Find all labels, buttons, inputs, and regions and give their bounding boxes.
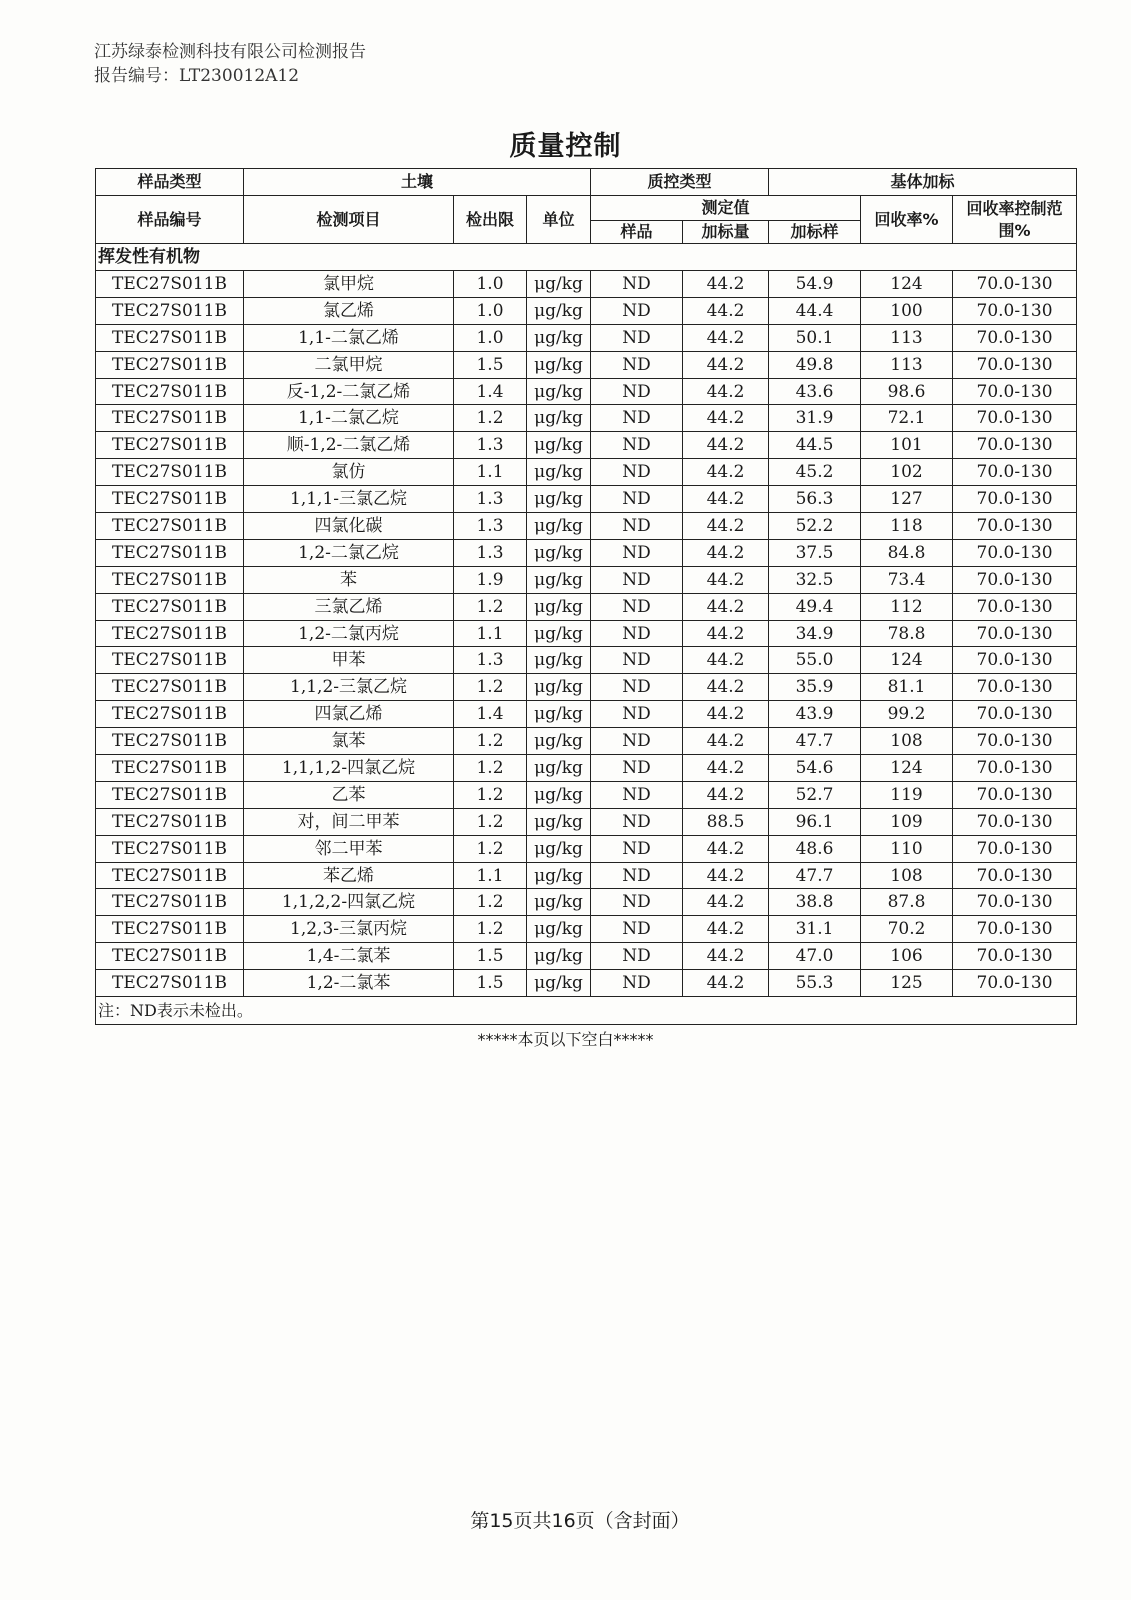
cell-limit: 1.2 [454, 405, 527, 432]
cell-sample-no: TEC27S011B [96, 297, 244, 324]
cell-unit: μg/kg [527, 486, 591, 513]
table-row [96, 271, 1077, 298]
table-row [96, 808, 1077, 835]
page-footer: 第15页共16页（含封面） [470, 1510, 690, 1532]
cell-unit: μg/kg [527, 593, 591, 620]
cell-unit: μg/kg [527, 271, 591, 298]
cell-spiked: 37.5 [769, 539, 861, 566]
table-row [96, 674, 1077, 701]
cell-limit: 1.2 [454, 835, 527, 862]
cell-spiked: 38.8 [769, 889, 861, 916]
cell-spike: 44.2 [683, 728, 769, 755]
cell-sample-no: TEC27S011B [96, 835, 244, 862]
cell-limit: 1.2 [454, 889, 527, 916]
table-row [96, 835, 1077, 862]
cell-sample: ND [591, 513, 683, 540]
cell-spiked: 31.9 [769, 405, 861, 432]
cell-sample-no: TEC27S011B [96, 674, 244, 701]
spike-amount-subheader: 加标量 [683, 221, 769, 244]
cell-sample-no: TEC27S011B [96, 351, 244, 378]
cell-limit: 1.2 [454, 916, 527, 943]
cell-recovery: 108 [861, 728, 953, 755]
cell-unit: μg/kg [527, 701, 591, 728]
cell-unit: μg/kg [527, 378, 591, 405]
cell-recovery: 72.1 [861, 405, 953, 432]
recovery-range-header: 回收率控制范围% [953, 196, 1077, 244]
cell-item: 反-1,2-二氯乙烯 [244, 378, 454, 405]
cell-sample: ND [591, 324, 683, 351]
cell-item: 四氯乙烯 [244, 701, 454, 728]
cell-unit: μg/kg [527, 405, 591, 432]
header-row-1 [96, 169, 1077, 196]
cell-spike: 44.2 [683, 351, 769, 378]
cell-sample: ND [591, 862, 683, 889]
cell-range: 70.0-130 [953, 781, 1077, 808]
cell-spiked: 43.9 [769, 701, 861, 728]
cell-sample-no: TEC27S011B [96, 889, 244, 916]
cell-sample-no: TEC27S011B [96, 647, 244, 674]
cell-recovery: 125 [861, 970, 953, 997]
cell-item: 氯苯 [244, 728, 454, 755]
sample-no-header: 样品编号 [96, 196, 244, 244]
cell-unit: μg/kg [527, 566, 591, 593]
table-body [96, 271, 1077, 997]
limit-header: 检出限 [454, 196, 527, 244]
cell-range: 70.0-130 [953, 808, 1077, 835]
cell-sample-no: TEC27S011B [96, 459, 244, 486]
cell-range: 70.0-130 [953, 566, 1077, 593]
cell-recovery: 98.6 [861, 378, 953, 405]
cell-unit: μg/kg [527, 513, 591, 540]
cell-unit: μg/kg [527, 916, 591, 943]
cell-unit: μg/kg [527, 647, 591, 674]
cell-spiked: 47.7 [769, 862, 861, 889]
cell-item: 甲苯 [244, 647, 454, 674]
cell-spiked: 47.7 [769, 728, 861, 755]
cell-spiked: 56.3 [769, 486, 861, 513]
cell-sample: ND [591, 970, 683, 997]
cell-item: 氯甲烷 [244, 271, 454, 298]
cell-spike: 44.2 [683, 862, 769, 889]
cell-limit: 1.2 [454, 674, 527, 701]
cell-item: 乙苯 [244, 781, 454, 808]
cell-spike: 44.2 [683, 835, 769, 862]
table-row [96, 513, 1077, 540]
cell-range: 70.0-130 [953, 755, 1077, 782]
table-row [96, 378, 1077, 405]
cell-range: 70.0-130 [953, 970, 1077, 997]
cell-sample-no: TEC27S011B [96, 539, 244, 566]
cell-recovery: 109 [861, 808, 953, 835]
cell-sample: ND [591, 889, 683, 916]
cell-range: 70.0-130 [953, 620, 1077, 647]
table-row [96, 647, 1077, 674]
cell-range: 70.0-130 [953, 674, 1077, 701]
cell-sample: ND [591, 486, 683, 513]
cell-spike: 44.2 [683, 566, 769, 593]
cell-sample: ND [591, 701, 683, 728]
cell-unit: μg/kg [527, 862, 591, 889]
cell-recovery: 124 [861, 647, 953, 674]
table-row [96, 593, 1077, 620]
cell-sample-no: TEC27S011B [96, 916, 244, 943]
cell-recovery: 100 [861, 297, 953, 324]
cell-recovery: 84.8 [861, 539, 953, 566]
cell-item: 氯乙烯 [244, 297, 454, 324]
cell-sample: ND [591, 916, 683, 943]
cell-item: 1,1-二氯乙烷 [244, 405, 454, 432]
cell-recovery: 73.4 [861, 566, 953, 593]
cell-spiked: 44.4 [769, 297, 861, 324]
cell-spiked: 55.3 [769, 970, 861, 997]
cell-sample: ND [591, 566, 683, 593]
cell-range: 70.0-130 [953, 378, 1077, 405]
cell-spike: 44.2 [683, 620, 769, 647]
cell-sample: ND [591, 835, 683, 862]
cell-spike: 44.2 [683, 432, 769, 459]
cell-unit: μg/kg [527, 351, 591, 378]
table-row [96, 405, 1077, 432]
cell-spiked: 35.9 [769, 674, 861, 701]
table-row [96, 459, 1077, 486]
cell-recovery: 110 [861, 835, 953, 862]
cell-limit: 1.3 [454, 513, 527, 540]
cell-spike: 44.2 [683, 916, 769, 943]
cell-sample-no: TEC27S011B [96, 405, 244, 432]
cell-recovery: 81.1 [861, 674, 953, 701]
cell-limit: 1.1 [454, 862, 527, 889]
cell-recovery: 102 [861, 459, 953, 486]
cell-item: 1,2-二氯乙烷 [244, 539, 454, 566]
cell-sample: ND [591, 647, 683, 674]
cell-spiked: 31.1 [769, 916, 861, 943]
table-row [96, 781, 1077, 808]
cell-spike: 44.2 [683, 970, 769, 997]
cell-spiked: 54.6 [769, 755, 861, 782]
cell-range: 70.0-130 [953, 351, 1077, 378]
cell-item: 1,1-二氯乙烯 [244, 324, 454, 351]
cell-sample-no: TEC27S011B [96, 486, 244, 513]
cell-sample-no: TEC27S011B [96, 701, 244, 728]
cell-range: 70.0-130 [953, 701, 1077, 728]
cell-unit: μg/kg [527, 620, 591, 647]
cell-range: 70.0-130 [953, 889, 1077, 916]
cell-limit: 1.9 [454, 566, 527, 593]
cell-spiked: 50.1 [769, 324, 861, 351]
cell-unit: μg/kg [527, 459, 591, 486]
cell-limit: 1.5 [454, 970, 527, 997]
cell-spiked: 48.6 [769, 835, 861, 862]
cell-item: 对，间二甲苯 [244, 808, 454, 835]
recovery-header: 回收率% [861, 196, 953, 244]
company-name: 江苏绿泰检测科技有限公司检测报告 [94, 42, 366, 62]
cell-limit: 1.3 [454, 486, 527, 513]
table-row [96, 889, 1077, 916]
cell-item: 邻二甲苯 [244, 835, 454, 862]
cell-unit: μg/kg [527, 539, 591, 566]
cell-limit: 1.3 [454, 647, 527, 674]
cell-limit: 1.2 [454, 808, 527, 835]
cell-sample: ND [591, 593, 683, 620]
cell-sample-no: TEC27S011B [96, 271, 244, 298]
cell-range: 70.0-130 [953, 728, 1077, 755]
table-row [96, 351, 1077, 378]
cell-range: 70.0-130 [953, 486, 1077, 513]
cell-spike: 44.2 [683, 943, 769, 970]
cell-range: 70.0-130 [953, 916, 1077, 943]
cell-recovery: 112 [861, 593, 953, 620]
cell-sample: ND [591, 674, 683, 701]
category-row [96, 244, 1077, 271]
table-row [96, 297, 1077, 324]
cell-range: 70.0-130 [953, 862, 1077, 889]
cell-sample-no: TEC27S011B [96, 862, 244, 889]
table-row [96, 620, 1077, 647]
cell-item: 苯 [244, 566, 454, 593]
cell-limit: 1.2 [454, 781, 527, 808]
cell-sample: ND [591, 781, 683, 808]
cell-range: 70.0-130 [953, 943, 1077, 970]
cell-recovery: 119 [861, 781, 953, 808]
cell-spiked: 52.2 [769, 513, 861, 540]
cell-limit: 1.4 [454, 701, 527, 728]
cell-limit: 1.3 [454, 539, 527, 566]
cell-sample-no: TEC27S011B [96, 566, 244, 593]
cell-sample-no: TEC27S011B [96, 728, 244, 755]
cell-spiked: 49.8 [769, 351, 861, 378]
table-row [96, 432, 1077, 459]
cell-item: 氯仿 [244, 459, 454, 486]
cell-sample-no: TEC27S011B [96, 970, 244, 997]
cell-sample: ND [591, 271, 683, 298]
cell-limit: 1.4 [454, 378, 527, 405]
cell-range: 70.0-130 [953, 835, 1077, 862]
cell-limit: 1.2 [454, 593, 527, 620]
cell-sample: ND [591, 539, 683, 566]
cell-limit: 1.2 [454, 728, 527, 755]
cell-unit: μg/kg [527, 835, 591, 862]
table-row [96, 539, 1077, 566]
cell-spike: 44.2 [683, 297, 769, 324]
cell-spike: 44.2 [683, 486, 769, 513]
cell-spike: 44.2 [683, 405, 769, 432]
measured-header: 测定值 [591, 196, 861, 221]
header-row-2 [96, 196, 1077, 221]
cell-sample-no: TEC27S011B [96, 755, 244, 782]
cell-spiked: 45.2 [769, 459, 861, 486]
cell-recovery: 124 [861, 271, 953, 298]
cell-item: 1,4-二氯苯 [244, 943, 454, 970]
cell-recovery: 127 [861, 486, 953, 513]
report-number: 报告编号：LT230012A12 [94, 66, 300, 86]
sample-type-header: 样品类型 [96, 169, 244, 196]
cell-unit: μg/kg [527, 728, 591, 755]
cell-sample-no: TEC27S011B [96, 513, 244, 540]
cell-item: 1,1,1,2-四氯乙烷 [244, 755, 454, 782]
cell-sample: ND [591, 378, 683, 405]
cell-sample-no: TEC27S011B [96, 620, 244, 647]
cell-spike: 44.2 [683, 513, 769, 540]
cell-spiked: 43.6 [769, 378, 861, 405]
cell-sample: ND [591, 728, 683, 755]
report-header [94, 40, 366, 88]
cell-unit: μg/kg [527, 432, 591, 459]
table-row [96, 566, 1077, 593]
cell-limit: 1.0 [454, 324, 527, 351]
cell-unit: μg/kg [527, 755, 591, 782]
cell-sample: ND [591, 755, 683, 782]
cell-item: 1,1,1-三氯乙烷 [244, 486, 454, 513]
table-note: 注：ND表示未检出。 [96, 997, 1077, 1025]
cell-spike: 44.2 [683, 593, 769, 620]
cell-sample: ND [591, 351, 683, 378]
note-row [96, 997, 1077, 1025]
cell-spiked: 96.1 [769, 808, 861, 835]
cell-recovery: 101 [861, 432, 953, 459]
cell-range: 70.0-130 [953, 459, 1077, 486]
cell-spike: 44.2 [683, 271, 769, 298]
cell-sample: ND [591, 943, 683, 970]
spiked-sample-subheader: 加标样 [769, 221, 861, 244]
cell-item: 1,2-二氯苯 [244, 970, 454, 997]
cell-unit: μg/kg [527, 781, 591, 808]
cell-range: 70.0-130 [953, 324, 1077, 351]
cell-spike: 44.2 [683, 674, 769, 701]
cell-unit: μg/kg [527, 943, 591, 970]
cell-limit: 1.5 [454, 351, 527, 378]
cell-sample: ND [591, 620, 683, 647]
blank-marker: *****本页以下空白***** [477, 1030, 654, 1049]
cell-limit: 1.1 [454, 620, 527, 647]
cell-unit: μg/kg [527, 324, 591, 351]
cell-recovery: 99.2 [861, 701, 953, 728]
cell-spike: 44.2 [683, 889, 769, 916]
cell-item: 四氯化碳 [244, 513, 454, 540]
table-row [96, 755, 1077, 782]
cell-sample-no: TEC27S011B [96, 593, 244, 620]
cell-unit: μg/kg [527, 297, 591, 324]
cell-sample-no: TEC27S011B [96, 432, 244, 459]
cell-unit: μg/kg [527, 889, 591, 916]
cell-range: 70.0-130 [953, 297, 1077, 324]
cell-spike: 44.2 [683, 378, 769, 405]
table-row [96, 486, 1077, 513]
cell-range: 70.0-130 [953, 593, 1077, 620]
page-title: 质量控制 [509, 131, 622, 162]
cell-recovery: 70.2 [861, 916, 953, 943]
cell-sample: ND [591, 297, 683, 324]
cell-item: 1,1,2,2-四氯乙烷 [244, 889, 454, 916]
cell-range: 70.0-130 [953, 513, 1077, 540]
cell-limit: 1.5 [454, 943, 527, 970]
cell-sample-no: TEC27S011B [96, 378, 244, 405]
cell-spiked: 52.7 [769, 781, 861, 808]
cell-item: 1,1,2-三氯乙烷 [244, 674, 454, 701]
qc-type-value: 基体加标 [769, 169, 1077, 196]
table-row [96, 943, 1077, 970]
cell-spike: 44.2 [683, 539, 769, 566]
cell-sample-no: TEC27S011B [96, 781, 244, 808]
cell-spiked: 54.9 [769, 271, 861, 298]
cell-range: 70.0-130 [953, 539, 1077, 566]
cell-unit: μg/kg [527, 970, 591, 997]
category-label: 挥发性有机物 [96, 244, 1077, 271]
table-row [96, 701, 1077, 728]
cell-recovery: 118 [861, 513, 953, 540]
cell-range: 70.0-130 [953, 271, 1077, 298]
cell-range: 70.0-130 [953, 405, 1077, 432]
cell-spiked: 49.4 [769, 593, 861, 620]
cell-item: 苯乙烯 [244, 862, 454, 889]
cell-sample-no: TEC27S011B [96, 324, 244, 351]
table-row [96, 324, 1077, 351]
cell-limit: 1.2 [454, 755, 527, 782]
cell-recovery: 106 [861, 943, 953, 970]
cell-spiked: 47.0 [769, 943, 861, 970]
cell-spike: 44.2 [683, 781, 769, 808]
cell-unit: μg/kg [527, 674, 591, 701]
cell-unit: μg/kg [527, 808, 591, 835]
unit-header: 单位 [527, 196, 591, 244]
cell-range: 70.0-130 [953, 432, 1077, 459]
cell-limit: 1.1 [454, 459, 527, 486]
cell-limit: 1.0 [454, 297, 527, 324]
cell-spiked: 34.9 [769, 620, 861, 647]
cell-spike: 44.2 [683, 324, 769, 351]
cell-recovery: 108 [861, 862, 953, 889]
cell-sample: ND [591, 808, 683, 835]
cell-item: 1,2,3-三氯丙烷 [244, 916, 454, 943]
cell-spike: 44.2 [683, 755, 769, 782]
cell-sample-no: TEC27S011B [96, 943, 244, 970]
cell-limit: 1.0 [454, 271, 527, 298]
item-header: 检测项目 [244, 196, 454, 244]
cell-item: 顺-1,2-二氯乙烯 [244, 432, 454, 459]
cell-item: 1,2-二氯丙烷 [244, 620, 454, 647]
cell-spike: 88.5 [683, 808, 769, 835]
cell-limit: 1.3 [454, 432, 527, 459]
table-row [96, 916, 1077, 943]
table-row [96, 862, 1077, 889]
cell-sample: ND [591, 459, 683, 486]
cell-spiked: 55.0 [769, 647, 861, 674]
cell-sample-no: TEC27S011B [96, 808, 244, 835]
cell-spiked: 44.5 [769, 432, 861, 459]
sample-type-value: 土壤 [244, 169, 591, 196]
cell-spike: 44.2 [683, 701, 769, 728]
cell-recovery: 113 [861, 351, 953, 378]
qc-type-header: 质控类型 [591, 169, 769, 196]
cell-spike: 44.2 [683, 647, 769, 674]
cell-range: 70.0-130 [953, 647, 1077, 674]
cell-recovery: 78.8 [861, 620, 953, 647]
quality-control-table [95, 168, 1077, 1025]
sample-subheader: 样品 [591, 221, 683, 244]
cell-sample: ND [591, 405, 683, 432]
cell-recovery: 87.8 [861, 889, 953, 916]
cell-recovery: 113 [861, 324, 953, 351]
table-row [96, 728, 1077, 755]
cell-spiked: 32.5 [769, 566, 861, 593]
cell-sample: ND [591, 432, 683, 459]
cell-item: 三氯乙烯 [244, 593, 454, 620]
cell-spike: 44.2 [683, 459, 769, 486]
cell-recovery: 124 [861, 755, 953, 782]
table-row [96, 970, 1077, 997]
cell-item: 二氯甲烷 [244, 351, 454, 378]
